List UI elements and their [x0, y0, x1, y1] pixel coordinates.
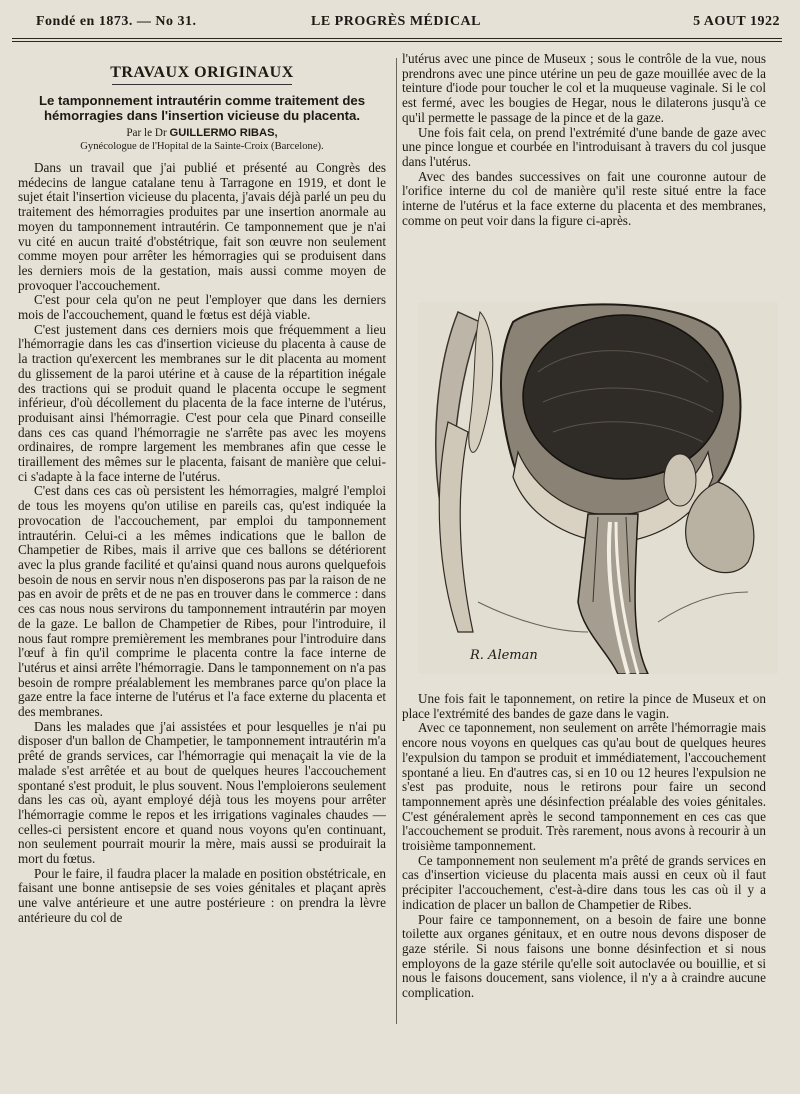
author-affiliation: Gynécologue de l'Hopital de la Sainte-Croix (Barcelone).	[80, 141, 324, 152]
article-title: Le tamponnement intrautérin comme traitement des hémorragies dans l'insertion vicieuse du placenta.	[38, 93, 366, 123]
paragraph: Avec des bandes successives on fait une couronne autour de l'orifice interne du col de manière qu'il reste situé entre la face interne de l'utérus et la face externe du placenta et des membranes, comme on peut voir dans la figure ci-après.	[402, 168, 766, 228]
paragraph: Pour faire ce tamponnement, on a besoin de faire une bonne toilette aux organes génitaux, et en outre nous devons disposer de gaze stérile. Si nous faisons une bonne désinfection et si nous employons de la gaze stérile qu'elle soit autoclavée ou bouillie, et si nous le faisons doucement, sans violence, il n'y a à craindre aucune complication.	[402, 911, 766, 1001]
paragraph: Pour le faire, il faudra placer la malade en position obstétricale, en faisant une bonne antisepsie de ses voies génitales et plaçant après une valve antérieure et une autre postérieure : on prendra la lèvre antérieure du col de	[18, 865, 386, 925]
header-issue: Fondé en 1873. — No 31.	[36, 14, 197, 29]
right-column-top	[402, 52, 766, 228]
header-rule-double	[12, 41, 782, 42]
section-title: TRAVAUX ORIGINAUX	[110, 64, 294, 81]
section-title-rule	[112, 84, 292, 85]
paragraph: Une fois fait le taponnement, on retire la pince de Museux et on place l'extrémité des bandes de gaze dans le vagin.	[402, 691, 766, 721]
paragraph: Une fois fait cela, on prend l'extrémité d'une bande de gaze avec une pince longue et courbée en l'introduisant à travers du col jusque dans l'utérus.	[402, 124, 766, 169]
paragraph: Ce tamponnement non seulement m'a prêté de grands services en cas d'insertion vicieuse du placenta mais aussi en ceux où il faut précipiter l'accouchement, c'est-à-dire dans tous les cas où il y a indication de placer un ballon de Champetier de Ribes.	[402, 852, 766, 912]
paragraph: Avec ce taponnement, non seulement on arrête l'hémorragie mais encore nous voyons en quelques cas qu'au bout de quelques heures l'expulsion du tampon se produit et immédiatement, l'accouchement spontané a lieu. En d'autres cas, si en 10 ou 12 heures l'expulsion ne s'est pas produite, nous le retirons pour faire un second tamponnement après une désinfection préalable des voies génitales. C'est généralement après le second tamponnement en ces cas que l'accouchement se produit. Très rarement, nous avons à recourir à un troisième tamponnement.	[402, 720, 766, 854]
paragraph: Dans un travail que j'ai publié et présenté au Congrès des médecins de langue catalane tenu à Tarragone en 1919, et dont le sujet était l'insertion vicieuse du placenta, j'avais déjà parlé un peu du traitement des hémorragies produites par une insertion anormale au moyen du tamponnement intrautérin. Ce tamponnement que je n'ai vu cité en aucun traité d'obstétrique, fait son œuvre non seulement comme moyen pour arrêter les hémorragies qui se produisent dans les derniers mois de la gestation, mais aussi comme moyen de provoquer l'accouchement.	[18, 160, 386, 293]
paragraph: C'est justement dans ces derniers mois que fréquemment a lieu l'hémorragie dans les cas d'insertion vicieuse du placenta à cause de la traction qu'exercent les membranes sur le dit placenta au moment du glissement de la paroi utérine et à cause de la répartition inégale des tractions qui se produit quand le placenta occupe le segment inférieur, d'où décollement du placenta de la face interne de l'utérus, produisant ainsi l'hémorragie. C'est pour cela que Pinard conseille dans ces cas quand l'hémorragie ne s'arrête pas avec les moyens ordinaires, de rompre largement les membranes afin que cesse le tiraillement des mêmes sur le placenta, faisant de manière que celui-ci s'adapte à la face interne de l'utérus.	[18, 321, 386, 484]
byline-prefix: Par le Dr	[126, 127, 167, 139]
figure-signature: R. Aleman	[470, 648, 538, 663]
paragraph: l'utérus avec une pince de Museux ; sous le contrôle de la vue, nous prendrons avec une pince utérine un peu de gaze mouillée avec de la teinture d'iode pour toucher le col et la muqueuse vaginale. Si le col est fermé, avec les bougies de Hegar, nous le dilaterons jusqu'à ce qu'il permette le passage de la pince et de la gaze.	[402, 51, 766, 125]
header-rule	[12, 38, 782, 39]
column-divider	[396, 58, 397, 1024]
author-name: GUILLERMO RIBAS,	[169, 127, 278, 139]
header-journal-title: LE PROGRÈS MÉDICAL	[310, 14, 482, 29]
paragraph: Dans les malades que j'ai assistées et pour lesquelles je n'ai pu disposer d'un ballon de Champetier, le tamponnement intrautérin m'a prêté de grands services, car l'hémorragie qui menaçait la vie de la malade s'est arrêtée et au bout de quelques heures l'accouchement spontané s'est produit, le plus souvent. Nous l'emploierons seulement dans les cas où, ayant employé déjà tous les moyens pour arrêter l'hémorragie comme le repos et les irrigations vaginales chaudes — celles-ci persistent encore et quand nous voyons qu'en continuant, non seulement pourrait mourir la mère, mais aussi se produirait la mort du fœtus.	[18, 718, 386, 867]
paragraph: C'est dans ces cas où persistent les hémorragies, malgré l'emploi de tous les moyens qu'on utilise en pareils cas, qu'est indiquée la provocation de l'accouchement, par emploi du tamponnement intrautérin. Celui-ci a les mêmes indications que le ballon de Champetier de Ribes, mais il arrive que ces ballons se détériorent avec la plus grande facilité et qu'ainsi quand nous aurons quelquefois besoin de nous en servir nous n'en disposerons pas par la raison de ne pas en avoir de prêts et de ne pas en trouver dans le commerce : dans ces cas nous nous servirons du tamponnement intrautérin par moyen de la gaze. Le ballon de Champetier de Ribes, pour l'introduire, il nous faut rompre premièrement les membranes pour l'introduire dans l'œuf à fin qu'il comprime le placenta contre la face interne de l'utérus et ainsi arrête l'hémorragie. Dans le tamponnement on n'a pas besoin de rompre préalablement les membranes parce qu'on place la gaze entre la face interne de l'utérus et l'a face externe du placenta et des membranes.	[18, 483, 386, 720]
anatomical-illustration	[418, 302, 778, 674]
article-byline	[18, 127, 386, 140]
header-date: 5 AOUT 1922	[693, 14, 780, 29]
paragraph: C'est pour cela qu'on ne peut l'employer que dans les derniers mois de l'accouchement, quand le fœtus est déjà viable.	[18, 292, 386, 323]
left-column	[18, 58, 386, 926]
running-header	[12, 14, 780, 34]
right-column-bottom	[402, 692, 766, 1001]
